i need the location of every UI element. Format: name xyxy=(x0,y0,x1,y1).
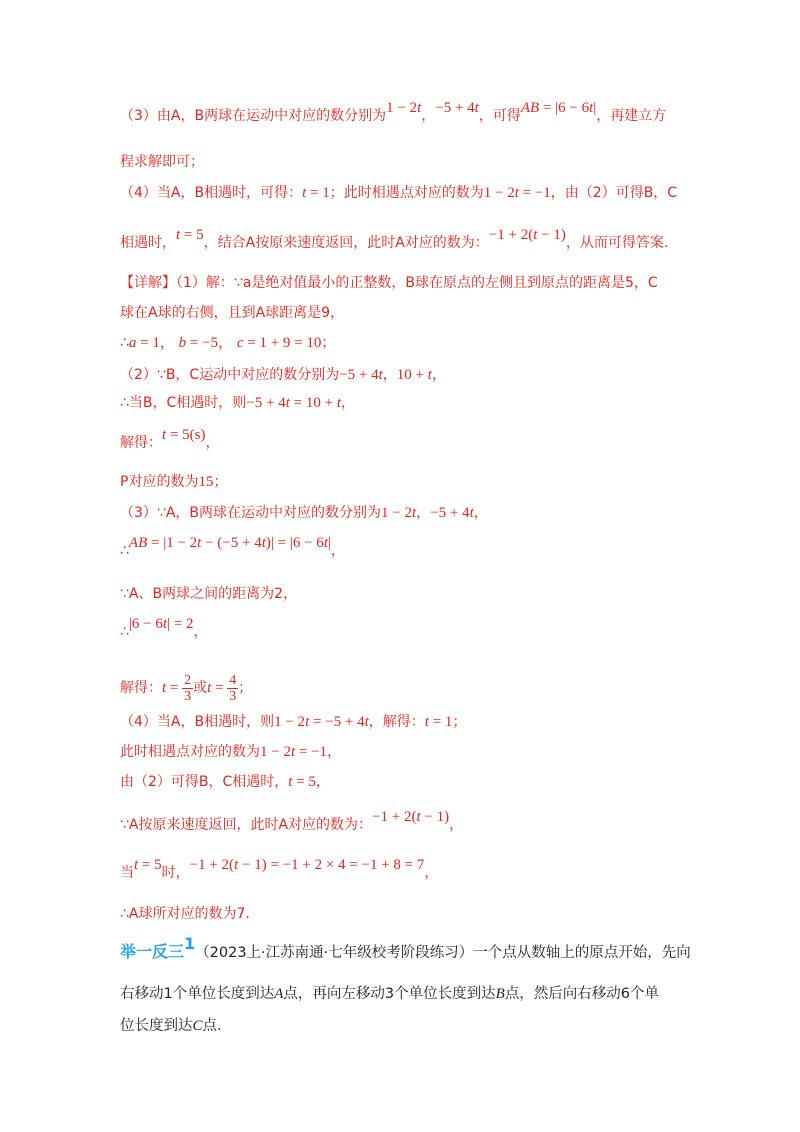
text: ∴ xyxy=(120,543,129,559)
line-19 xyxy=(120,772,330,792)
line-20 xyxy=(120,809,464,835)
line-2 xyxy=(120,152,204,172)
math-expr: t = 5 xyxy=(176,227,204,243)
practice-tag: 举一反三 xyxy=(120,942,185,961)
line-13 xyxy=(120,535,345,561)
line-3 xyxy=(120,183,677,203)
math-expr: AB = |1 − 2t − (−5 + 4t)| = |6 − 6t| xyxy=(128,535,331,551)
line-10 xyxy=(120,427,220,453)
text: ， xyxy=(416,505,431,521)
math-expr: 1 − 2t xyxy=(381,505,417,521)
text: ， xyxy=(193,624,208,640)
line-17 xyxy=(120,712,466,732)
math-expr: a = 1， b = −5， c = 1 + 9 = 10 xyxy=(128,335,322,351)
text: ∵A、B两球之间的距离为2， xyxy=(120,586,297,602)
fraction-two-thirds: $\frac{2}{3}$ xyxy=(184,672,192,704)
text: 解得： xyxy=(120,680,162,696)
math-expr: −5 + 4t = 10 + t xyxy=(246,395,341,411)
text: ，结合A按原来速度返回，此时A对应的数为： xyxy=(203,235,489,251)
text: （2023上·江苏南通·七年级校考阶段练习）一个点从数轴上的原点开始，先向 xyxy=(195,945,691,961)
text: ， xyxy=(473,505,488,521)
math-expr: t = 5(s) xyxy=(162,427,206,443)
text: 时， xyxy=(161,865,190,881)
text: ， xyxy=(421,108,436,124)
text: ，再建立方 xyxy=(596,108,667,124)
text: （3）由A，B两球在运动中对应的数分别为 xyxy=(120,108,387,124)
line-16 xyxy=(120,670,252,706)
line-9 xyxy=(120,393,355,413)
math-expr: t = 1 xyxy=(302,185,330,201)
math-expr: −5 + 4t xyxy=(430,505,474,521)
text: ； xyxy=(321,335,336,351)
line-6 xyxy=(120,303,344,323)
text: ； xyxy=(452,714,467,730)
text: ，解得： xyxy=(368,714,425,730)
math-expr: t = 5 xyxy=(288,774,316,790)
practice-number: 1 xyxy=(184,934,196,953)
math-expr: −1 + 2(t − 1) xyxy=(372,809,450,825)
fraction-four-thirds: $\frac{4}{3}$ xyxy=(229,672,237,704)
text: 相遇时， xyxy=(120,235,176,251)
text: （4）当A，B相遇时，可得： xyxy=(120,185,303,201)
text: （2）∵B，C运动中对应的数分别为 xyxy=(120,367,340,383)
line-14 xyxy=(120,584,297,604)
text: ，从而可得答案. xyxy=(565,235,669,251)
point-label: C xyxy=(192,1018,203,1034)
line-18 xyxy=(120,742,341,762)
line-4 xyxy=(120,227,669,253)
text: ， xyxy=(205,435,220,451)
text: 右移动1个单位长度到达 xyxy=(120,986,275,1002)
math-expr: AB = |6 − 6t| xyxy=(520,100,597,116)
math-expr: −1 + 2(t − 1) = −1 + 2 × 4 = −1 + 8 = 7 xyxy=(189,857,425,873)
line-7 xyxy=(120,333,335,353)
text: 或 xyxy=(193,680,208,696)
text: 球在A球的右侧，且到A球距离是9， xyxy=(120,305,345,321)
text: ， xyxy=(424,865,439,881)
math-expr: t = 5 xyxy=(134,857,162,873)
text: 点. xyxy=(202,1018,222,1034)
text: ∴当B，C相遇时，则 xyxy=(120,395,247,411)
line-8 xyxy=(120,365,446,385)
text: ；此时相遇点对应的数为 xyxy=(329,185,484,201)
line-11 xyxy=(120,472,227,492)
text: 点，然后向右移动6个单 xyxy=(504,986,660,1002)
math-expr: 15 xyxy=(198,474,214,490)
math-expr: t = xyxy=(162,680,183,696)
text: P对应的数为 xyxy=(120,474,199,490)
math-expr: t = xyxy=(207,680,228,696)
math-expr: 1 − 2t xyxy=(386,100,422,116)
line-15 xyxy=(120,616,208,642)
text: 【详解】（1）解：∵a是绝对值最小的正整数，B球在原点的左侧且到原点的距离是5，C xyxy=(120,275,658,291)
line-12 xyxy=(120,503,488,523)
line-24 xyxy=(120,984,659,1004)
text: ， xyxy=(431,367,446,383)
line-23 xyxy=(120,934,691,963)
math-expr: 1 − 2t = −5 + 4t xyxy=(274,714,369,730)
text: 当 xyxy=(120,865,134,881)
point-label: A xyxy=(274,986,284,1002)
math-expr: 1 − 2t = −1 xyxy=(260,744,328,760)
text: ， xyxy=(315,774,330,790)
text: （3）∵A，B两球在运动中对应的数分别为 xyxy=(120,505,381,521)
math-expr: 10 + t xyxy=(396,367,432,383)
text: ； xyxy=(238,680,253,696)
point-label: B xyxy=(495,986,505,1002)
math-expr: −1 + 2(t − 1) xyxy=(488,227,566,243)
text: 解得： xyxy=(120,435,162,451)
text: ； xyxy=(213,474,228,490)
math-expr: t = 1 xyxy=(424,714,453,730)
text: 位长度到达 xyxy=(120,1018,193,1034)
line-5 xyxy=(120,273,658,293)
line-21 xyxy=(120,857,439,883)
line-25 xyxy=(120,1016,222,1036)
math-expr: −5 + 4t xyxy=(435,100,479,116)
text: 点，再向左移动3个单位长度到达 xyxy=(283,986,496,1002)
text: 此时相遇点对应的数为 xyxy=(120,744,260,760)
line-22 xyxy=(120,904,250,924)
text: ∴ xyxy=(120,335,129,351)
text: ，可得 xyxy=(478,108,521,124)
math-expr: |6 − 6t| = 2 xyxy=(128,616,194,632)
text: ， xyxy=(449,817,464,833)
math-expr: −5 + 4t xyxy=(339,367,383,383)
text: ，由（2）可得B，C xyxy=(550,185,678,201)
text: ， xyxy=(327,744,342,760)
text: 由（2）可得B，C相遇时， xyxy=(120,774,289,790)
text: ， xyxy=(340,395,355,411)
math-expr: 1 − 2t = −1 xyxy=(483,185,551,201)
text: ∵A按原来速度返回，此时A对应的数为： xyxy=(120,817,373,833)
line-1 xyxy=(120,100,667,126)
text: ∴ xyxy=(120,624,129,640)
text: （4）当A，B相遇时，则 xyxy=(120,714,275,730)
text: ∴A球所对应的数为7. xyxy=(120,906,250,922)
text: ， xyxy=(331,543,345,559)
text: ， xyxy=(382,367,397,383)
text: 程求解即可； xyxy=(120,154,204,170)
